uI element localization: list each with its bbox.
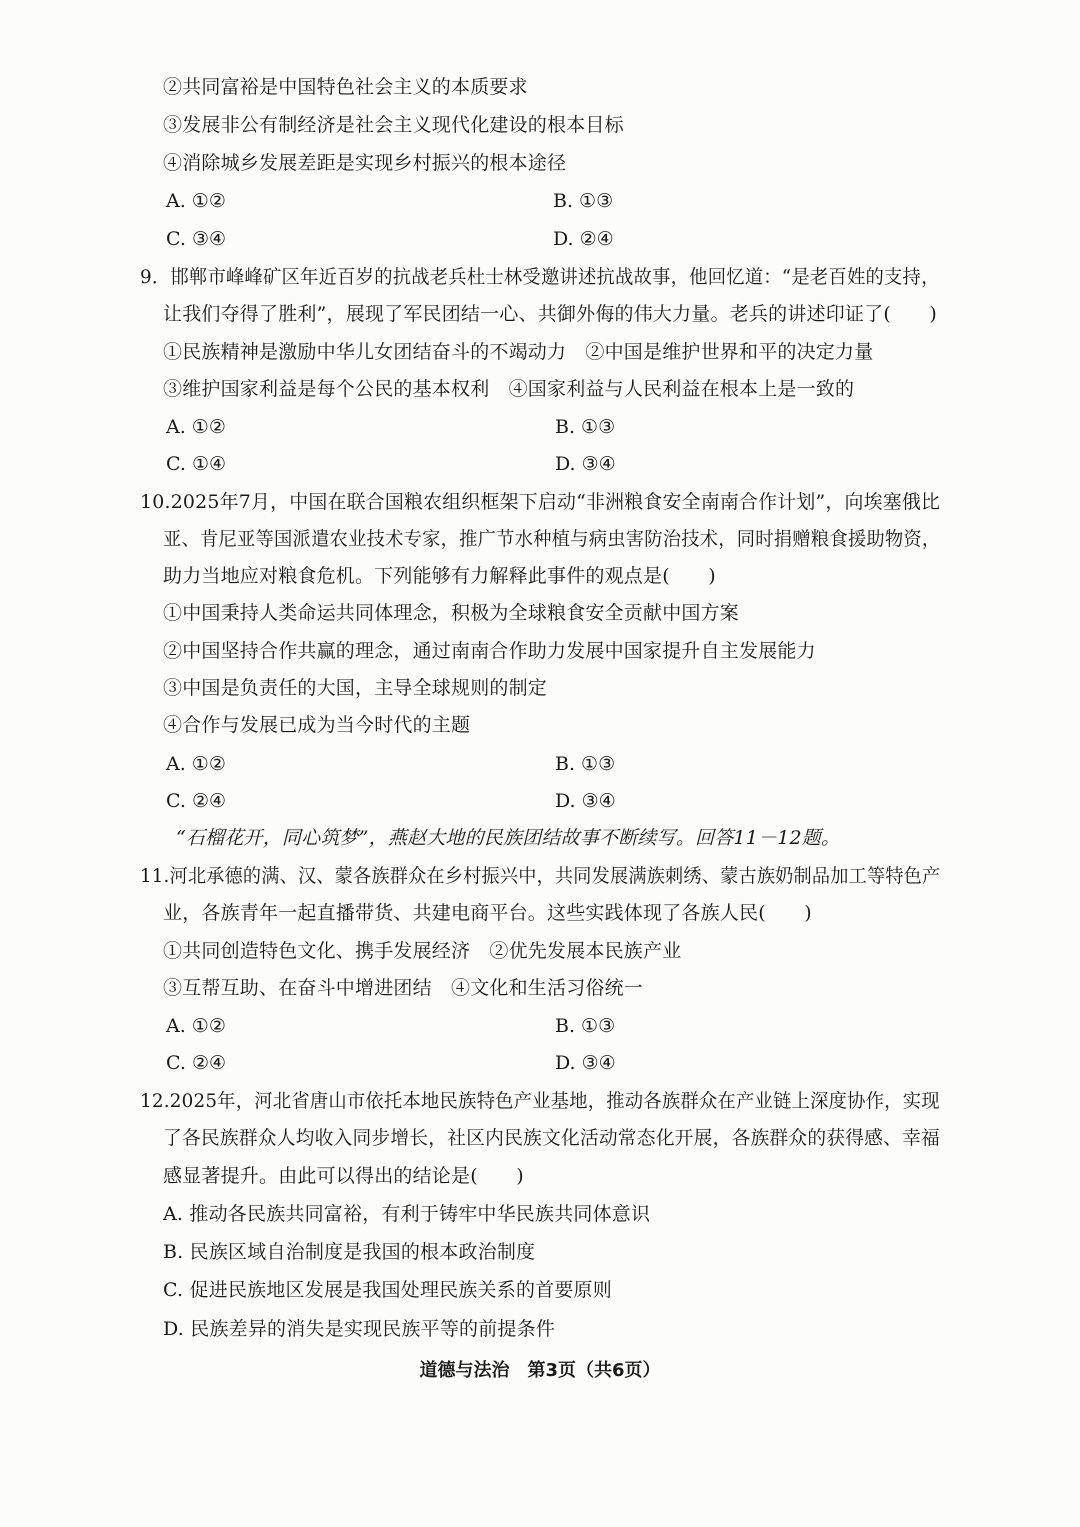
q10-statement-3: ③中国是负责任的大国，主导全球规则的制定 xyxy=(163,677,548,699)
q11-option-b: B. ①③ xyxy=(555,1015,616,1037)
q9-option-b: B. ①③ xyxy=(555,416,616,438)
q10-statement-1: ①中国秉持人类命运共同体理念，积极为全球粮食安全贡献中国方案 xyxy=(163,602,740,624)
q9-stem-line-1: 9．邯郸市峰峰矿区年近百岁的抗战老兵杜士林受邀讲述抗战故事，他回忆道：“是老百姓的支持， xyxy=(140,266,940,288)
q12-stem-line-2: 了各民族群众人均收入同步增长，社区内民族文化活动常态化开展，各族群众的获得感、幸福 xyxy=(163,1127,940,1149)
q10-stem-line-2: 亚、肯尼亚等国派遣农业技术专家，推广节水种植与病虫害防治技术，同时捐赠粮食援助物资， xyxy=(163,528,941,550)
q8-option-d: D. ②④ xyxy=(553,228,614,250)
q10-option-d: D. ③④ xyxy=(555,790,616,812)
q8-option-c: C. ③④ xyxy=(166,228,227,250)
q11-12-intro: “石榴花开，同心筑梦”，燕赵大地的民族团结故事不断续写。回答11－12题。 xyxy=(176,827,841,849)
page-footer: 道德与法治 第3页（共6页） xyxy=(419,1360,661,1381)
q11-stem-line-1: 11.河北承德的满、汉、蒙各族群众在乡村振兴中，共同发展满族刺绣、蒙古族奶制品加工等特色产 xyxy=(140,865,941,887)
q11-option-c: C. ②④ xyxy=(166,1052,227,1074)
q12-stem-line-3: 感显著提升。由此可以得出的结论是( ) xyxy=(163,1165,524,1187)
q11-stem-line-2: 业，各族青年一起直播带货、共建电商平台。这些实践体现了各族人民( ) xyxy=(163,902,812,924)
q10-stem-line-3: 助力当地应对粮食危机。下列能够有力解释此事件的观点是( ) xyxy=(163,565,716,587)
q12-stem-line-1: 12.2025年，河北省唐山市依托本地民族特色产业基地，推动各族群众在产业链上深度协作，实现 xyxy=(140,1090,940,1112)
q9-stem-line-2: 让我们夺得了胜利”，展现了军民团结一心、共御外侮的伟大力量。老兵的讲述印证了( ) xyxy=(163,303,937,325)
q10-statement-4: ④合作与发展已成为当今时代的主题 xyxy=(163,714,471,736)
q8-statement-3: ③发展非公有制经济是社会主义现代化建设的根本目标 xyxy=(163,114,624,136)
q10-option-c: C. ②④ xyxy=(166,790,227,812)
q12-option-c: C. 促进民族地区发展是我国处理民族关系的首要原则 xyxy=(163,1279,612,1301)
q12-option-b: B. 民族区域自治制度是我国的根本政治制度 xyxy=(163,1241,536,1263)
q9-option-d: D. ③④ xyxy=(555,453,616,475)
q9-statements-3-4: ③维护国家利益是每个公民的基本权利 ④国家利益与人民利益在根本上是一致的 xyxy=(163,378,855,400)
q11-option-d: D. ③④ xyxy=(555,1052,616,1074)
q11-statements-1-2: ①共同创造特色文化、携手发展经济 ②优先发展本民族产业 xyxy=(163,940,682,962)
q12-option-a: A. 推动各民族共同富裕，有利于铸牢中华民族共同体意识 xyxy=(163,1203,651,1225)
q11-statements-3-4: ③互帮互助、在奋斗中增进团结 ④文化和生活习俗统一 xyxy=(163,977,644,999)
q9-option-c: C. ①④ xyxy=(166,453,227,475)
q10-option-b: B. ①③ xyxy=(555,753,616,775)
q9-option-a: A. ①② xyxy=(166,416,226,438)
q10-statement-2: ②中国坚持合作共赢的理念，通过南南合作助力发展中国家提升自主发展能力 xyxy=(163,640,816,662)
q10-option-a: A. ①② xyxy=(166,753,226,775)
q8-statement-2: ②共同富裕是中国特色社会主义的本质要求 xyxy=(163,76,528,98)
q12-option-d: D. 民族差异的消失是实现民族平等的前提条件 xyxy=(163,1318,556,1340)
q9-statements-1-2: ①民族精神是激励中华儿女团结奋斗的不竭动力 ②中国是维护世界和平的决定力量 xyxy=(163,341,874,363)
q10-stem-line-1: 10.2025年7月，中国在联合国粮农组织框架下启动“非洲粮食安全南南合作计划”，向埃塞俄比 xyxy=(140,491,941,513)
q8-option-b: B. ①③ xyxy=(553,190,614,212)
q8-statement-4: ④消除城乡发展差距是实现乡村振兴的根本途径 xyxy=(163,152,567,174)
q8-option-a: A. ①② xyxy=(166,190,226,212)
q11-option-a: A. ①② xyxy=(166,1015,226,1037)
